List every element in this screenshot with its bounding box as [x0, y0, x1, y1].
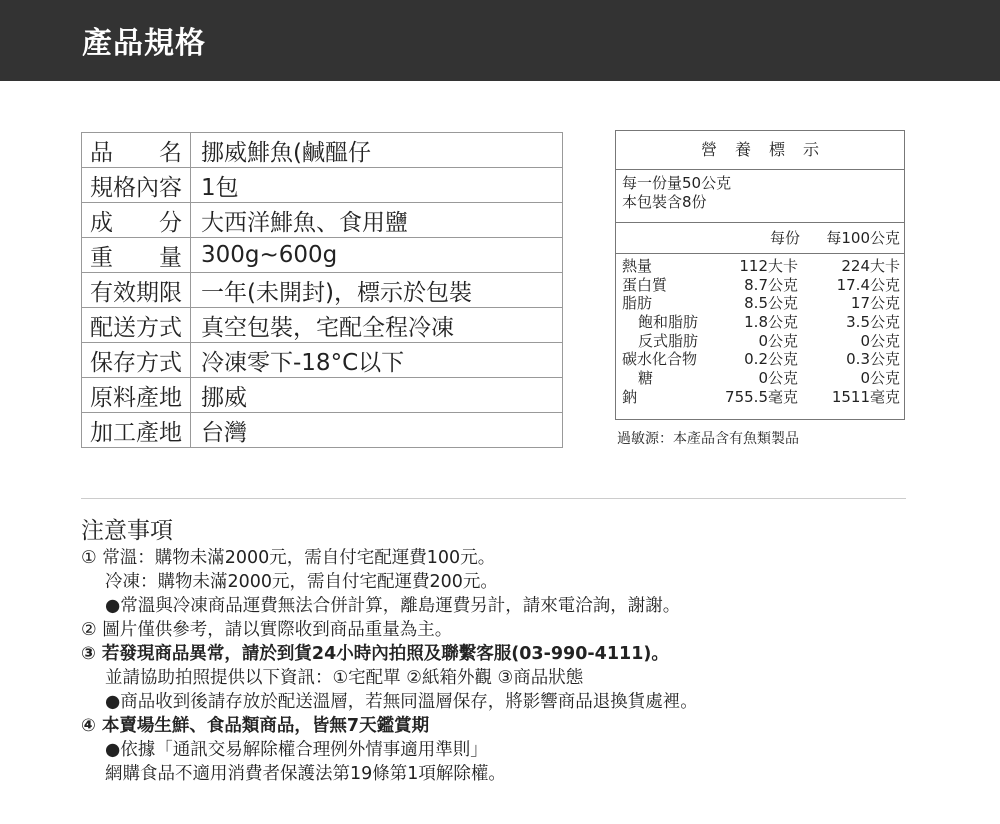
- spec-value: 真空包裝，宅配全程冷凍: [191, 308, 563, 343]
- spec-label: 原料產地: [82, 378, 191, 413]
- spec-value: 一年(未開封)，標示於包裝: [191, 273, 563, 308]
- nutrient-per-serving: 0公克: [758, 331, 798, 350]
- spec-row: [82, 308, 563, 343]
- nutrition-row: [616, 388, 904, 407]
- spec-row: [82, 168, 563, 203]
- nutrition-row: [616, 369, 904, 388]
- nutrient-name: 熱量: [622, 257, 653, 275]
- spec-row: [82, 378, 563, 413]
- nutrient-per-100g: 3.5公克: [846, 313, 900, 332]
- nutrient-per-serving: 755.5毫克: [725, 387, 798, 406]
- note-line: 冷凍：購物未滿2000元，需自付宅配運費200元。: [105, 572, 498, 592]
- nutrition-row: [616, 350, 904, 369]
- notes-list: [81, 546, 698, 786]
- header-bar: [0, 0, 1000, 81]
- note-line: ④ 本賣場生鮮、食品類商品，皆無7天鑑賞期: [81, 716, 430, 736]
- note-line: ●常溫與冷凍商品運費無法合併計算，離島運費另計，請來電洽詢，謝謝。: [105, 596, 681, 616]
- nutrient-per-100g: 17.4公克: [836, 275, 900, 294]
- nutrient-name: 飽和脂肪: [638, 313, 699, 332]
- spec-label: 保存方式: [82, 343, 191, 378]
- nutrient-per-serving: 0.2公克: [744, 350, 798, 369]
- nutrient-per-serving: 8.5公克: [744, 294, 798, 313]
- spec-row: [82, 273, 563, 308]
- page-title: 產品規格: [82, 26, 206, 61]
- nutrient-per-100g: 224大卡: [841, 257, 900, 275]
- nutrient-per-serving: 0公克: [758, 369, 798, 388]
- serving-size: 每一份量50公克: [622, 174, 732, 192]
- note-line: ③ 若發現商品異常，請於到貨24小時內拍照及聯繫客服(03-990-4111)。: [81, 644, 669, 664]
- col-per-serving: 每份: [769, 229, 800, 247]
- spec-row: [82, 413, 563, 448]
- spec-label: 加工產地: [82, 413, 191, 448]
- allergen-notice: 過敏源：本產品含有魚類製品: [617, 431, 799, 447]
- nutrient-per-serving: 1.8公克: [744, 313, 798, 332]
- nutrition-serving-info: [616, 170, 904, 223]
- spec-label: 成 分: [82, 203, 191, 238]
- nutrient-name: 脂肪: [622, 294, 653, 313]
- nutrient-per-100g: 0公克: [860, 369, 900, 388]
- spec-table: [81, 132, 563, 448]
- spec-label: 配送方式: [82, 308, 191, 343]
- note-line: 並請協助拍照提供以下資訊：①宅配單 ②紙箱外觀 ③商品狀態: [105, 668, 584, 688]
- spec-label: 品 名: [82, 133, 191, 168]
- nutrition-row: [616, 313, 904, 332]
- spec-value: 挪威鯡魚(鹹醞仔: [191, 133, 563, 168]
- spec-value: 冷凍零下-18°C以下: [191, 343, 563, 378]
- nutrient-name: 鈉: [622, 387, 638, 406]
- nutrient-per-100g: 1511毫克: [831, 387, 900, 406]
- nutrition-rows: [616, 254, 904, 407]
- nutrition-row: [616, 276, 904, 295]
- nutrient-per-100g: 0公克: [860, 331, 900, 350]
- spec-label: 規格內容: [82, 168, 191, 203]
- nutrition-row: [616, 294, 904, 313]
- nutrient-name: 糖: [638, 369, 654, 388]
- spec-label: 重 量: [82, 238, 191, 273]
- nutrient-name: 反式脂肪: [638, 331, 699, 350]
- nutrient-per-serving: 8.7公克: [744, 275, 798, 294]
- nutrition-title: 營養標示: [616, 131, 904, 170]
- spec-row: [82, 133, 563, 168]
- section-divider: [81, 498, 906, 499]
- spec-value: 大西洋鯡魚、食用鹽: [191, 203, 563, 238]
- spec-value: 1包: [191, 168, 563, 203]
- spec-row: [82, 238, 563, 273]
- nutrient-per-serving: 112大卡: [739, 257, 798, 275]
- spec-row: [82, 343, 563, 378]
- note-line: ●依據「通訊交易解除權合理例外情事適用準則」: [105, 740, 488, 760]
- note-line: 網購食品不適用消費者保護法第19條第1項解除權。: [105, 764, 506, 784]
- col-per-100g: 每100公克: [826, 229, 900, 247]
- note-line: ② 圖片僅供參考，請以實際收到商品重量為主。: [81, 620, 453, 640]
- note-line: ① 常溫：購物未滿2000元，需自付宅配運費100元。: [81, 548, 496, 568]
- spec-row: [82, 203, 563, 238]
- nutrient-name: 蛋白質: [622, 275, 668, 294]
- notes-title: 注意事項: [81, 518, 173, 544]
- spec-value: 挪威: [191, 378, 563, 413]
- nutrition-row: [616, 332, 904, 351]
- nutrition-column-header: [616, 223, 904, 254]
- nutrition-label: [615, 130, 905, 420]
- servings-per-package: 本包裝含8份: [622, 193, 707, 211]
- nutrition-row: [616, 257, 904, 276]
- spec-label: 有效期限: [82, 273, 191, 308]
- nutrient-name: 碳水化合物: [622, 350, 698, 369]
- nutrient-per-100g: 0.3公克: [846, 350, 900, 369]
- nutrient-per-100g: 17公克: [850, 294, 900, 313]
- spec-value: 300g~600g: [191, 238, 563, 273]
- note-line: ●商品收到後請存放於配送溫層，若無同溫層保存，將影響商品退換貨處裡。: [105, 692, 698, 712]
- spec-value: 台灣: [191, 413, 563, 448]
